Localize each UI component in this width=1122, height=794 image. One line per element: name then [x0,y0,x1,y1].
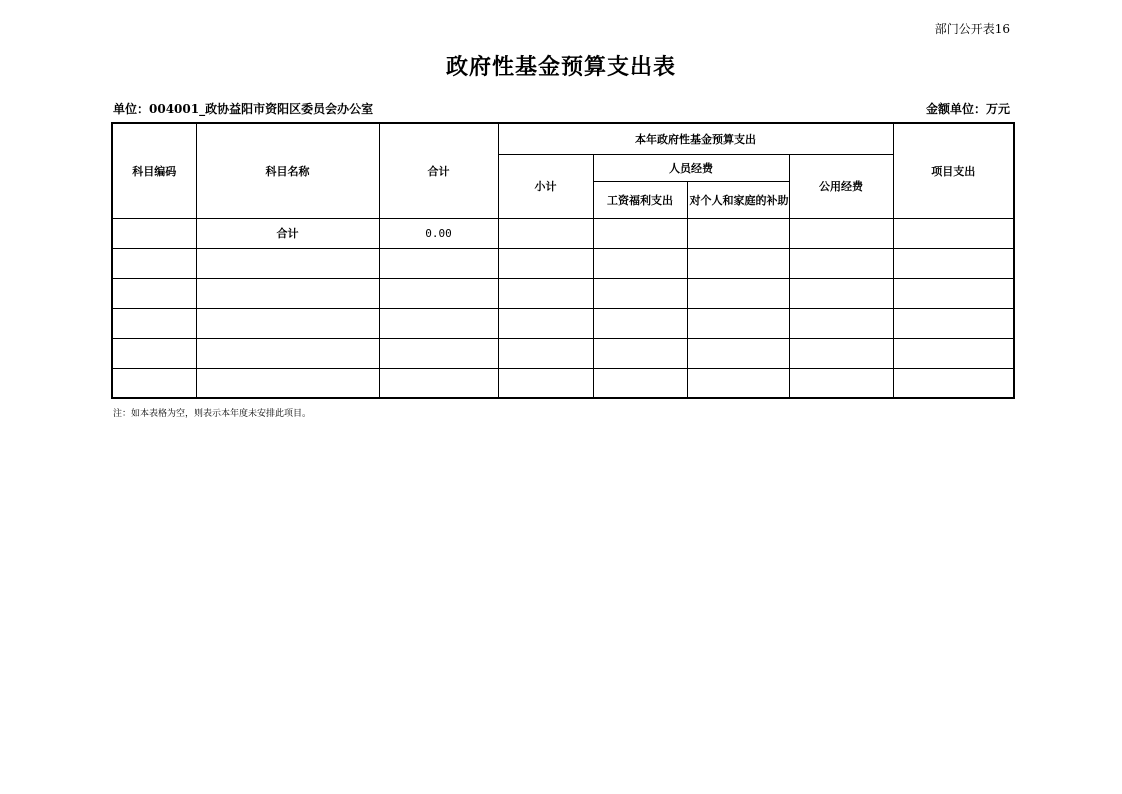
header-project-expenditure: 项目支出 [893,123,1014,218]
cell-subsidy [687,218,789,248]
header-subject-code: 科目编码 [112,123,196,218]
table-row [112,308,1014,338]
footnote: 注：如本表格为空，则表示本年度未安排此项目。 [113,409,312,419]
header-personnel-expenses: 人员经费 [593,154,789,181]
unit-label: 单位：004001_政协益阳市资阳区委员会办公室 [113,102,374,116]
header-subject-name: 科目名称 [196,123,379,218]
table-row [112,278,1014,308]
header-wages-welfare: 工资福利支出 [593,181,687,218]
page-title: 政府性基金预算支出表 [445,54,676,80]
table-row [112,338,1014,368]
table-row [112,248,1014,278]
table-row [112,368,1014,398]
cell-code [112,218,196,248]
header-individual-family-subsidy: 对个人和家庭的补助 [687,181,789,218]
header-current-year-expenditure: 本年政府性基金预算支出 [498,123,893,154]
cell-name: 合计 [196,218,379,248]
table-row-total [112,218,1014,248]
header-total: 合计 [379,123,498,218]
cell-project [893,218,1014,248]
cell-wages [593,218,687,248]
cell-subtotal [498,218,593,248]
form-number: 部门公开表16 [934,22,1010,36]
header-subtotal: 小计 [498,154,593,218]
budget-table [111,122,1015,399]
amount-unit-label: 金额单位：万元 [925,102,1010,116]
cell-public [789,218,893,248]
cell-total: 0.00 [379,218,498,248]
header-public-expenses: 公用经费 [789,154,893,218]
